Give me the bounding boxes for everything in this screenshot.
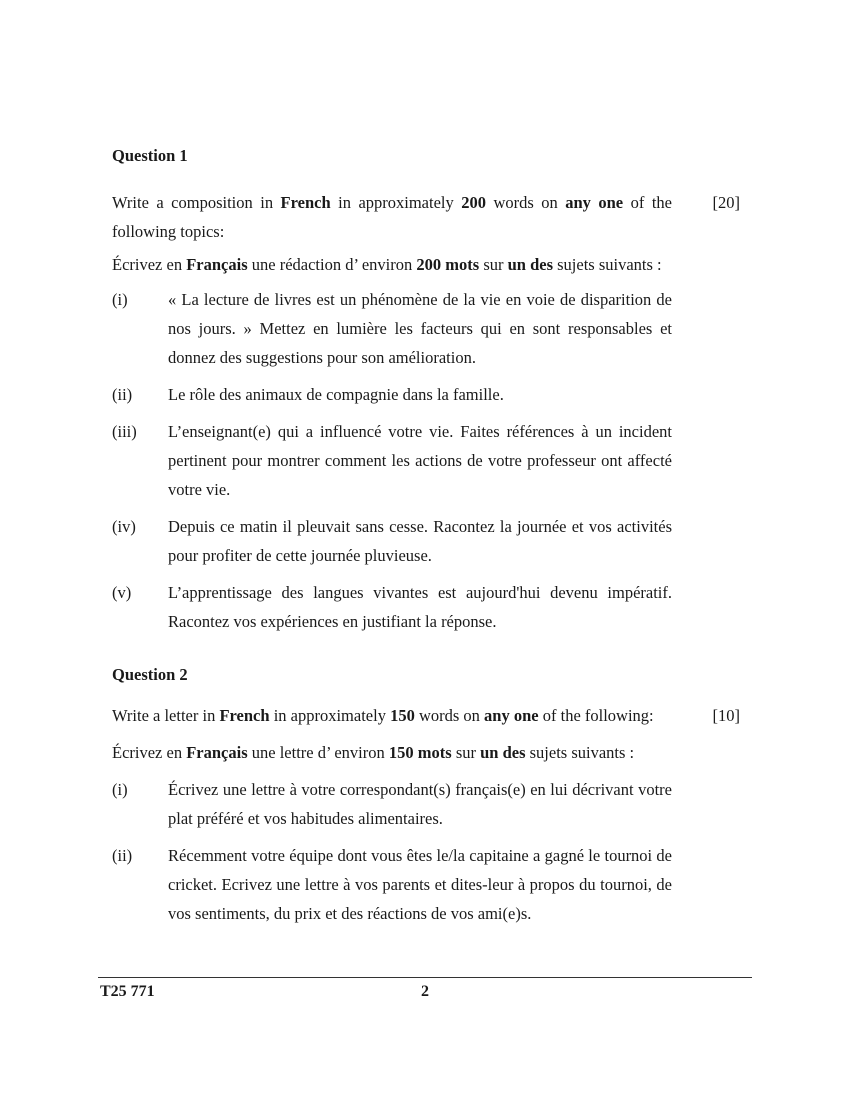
item-text: L’enseignant(e) qui a influencé votre vie. Faites références à un incident pertinent pour montrer comment les actions de votre professeur ont affecté votre vie. [168,422,672,499]
item-label: (iii) [112,422,137,441]
question-2-intro-french-row [112,738,740,767]
item-text: « La lecture de livres est un phénomène de la vie en voie de disparition de nos jours. » Mettez en lumière les facteurs qui en sont responsables et donnez des suggestions pour son amélioration. [168,290,672,367]
question-1-block [112,146,740,636]
page-content [112,146,740,928]
item-label: (ii) [112,846,133,865]
list-item [112,775,740,833]
question-2-intro-english-row [112,701,740,730]
item-label: (i) [112,290,128,309]
question-2-intro-english: Write a letter in French in approximately 150 words on any one of the following: [112,706,654,725]
list-item [112,512,740,570]
item-text: Le rôle des animaux de compagnie dans la famille. [168,385,504,404]
footer-page-number: 2 [421,983,429,1000]
item-label: (v) [112,583,132,602]
footer-divider [98,977,752,978]
question-1-heading: Question 1 [112,146,188,165]
question-2-marks: [10] [712,706,740,725]
question-1-intro-french: Écrivez en Français une rédaction d’ environ 200 mots sur un des sujets suivants : [112,255,662,274]
list-item [112,380,740,409]
item-label: (ii) [112,385,133,404]
question-2-heading: Question 2 [112,665,188,684]
question-2-block [112,665,740,928]
item-text: L’apprentissage des langues vivantes est aujourd'hui devenu impératif. Racontez vos expériences en justifiant la réponse. [168,583,672,631]
question-2-intro-french: Écrivez en Français une lettre d’ environ 150 mots sur un des sujets suivants : [112,743,635,762]
question-1-intro-english-row [112,188,740,246]
question-1-marks: [20] [712,193,740,212]
list-item [112,578,740,636]
list-item [112,841,740,928]
footer-paper-code: T25 771 [100,983,155,1000]
item-label: (iv) [112,517,136,536]
item-text: Depuis ce matin il pleuvait sans cesse. Racontez la journée et vos activités pour profiter de cette journée pluvieuse. [168,517,672,565]
question-1-intro-english: Write a composition in French in approximately 200 words on any one of the following topics: [112,193,672,241]
list-item [112,285,740,372]
question-1-intro-french-row [112,250,740,279]
list-item [112,417,740,504]
item-text: Récemment votre équipe dont vous êtes le/la capitaine a gagné le tournoi de cricket. Ecrivez une lettre à vos parents et dites-leur à propos du tournoi, de vos sentiments, du prix et des réactions de vos ami(e)s. [168,846,672,923]
item-text: Écrivez une lettre à votre correspondant(s) français(e) en lui décrivant votre plat préféré et vos habitudes alimentaires. [168,780,672,828]
item-label: (i) [112,780,128,799]
